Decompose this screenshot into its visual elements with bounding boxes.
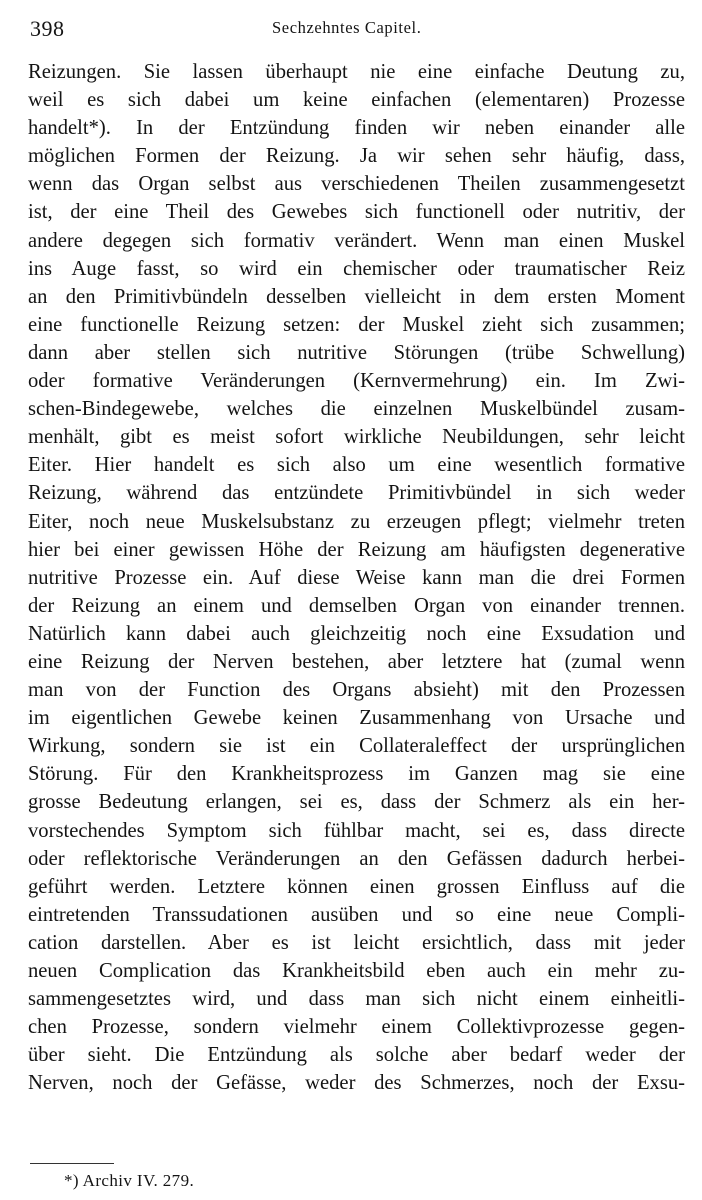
text-line: Natürlich kann dabei auch gleichzeitig noch eine Exsudation und bbox=[28, 622, 685, 645]
text-line: sammengesetztes wird, und dass man sich nicht einem einheitli- bbox=[28, 988, 685, 1011]
text-line: Störung. Für den Krankheitsprozess im Ganzen mag sie eine bbox=[28, 763, 685, 786]
text-line: dann aber stellen sich nutritive Störungen (trübe Schwellung) bbox=[28, 341, 685, 364]
text-line: chen Prozesse, sondern vielmehr einem Collektivprozesse gegen- bbox=[28, 1016, 685, 1039]
text-line: möglichen Formen der Reizung. Ja wir sehen sehr häufig, dass, bbox=[28, 145, 685, 168]
text-line: geführt werden. Letztere können einen grossen Einfluss auf die bbox=[28, 875, 685, 898]
footnote-rule bbox=[30, 1163, 114, 1164]
text-line: menhält, gibt es meist sofort wirkliche Neubildungen, sehr leicht bbox=[28, 426, 685, 449]
page-number: 398 bbox=[30, 16, 65, 41]
text-line: Reizungen. Sie lassen überhaupt nie eine einfache Deutung zu, bbox=[28, 61, 685, 83]
text-line: wenn das Organ selbst aus verschiedenen Theilen zusammengesetzt bbox=[28, 173, 685, 196]
text-line: Nerven, noch der Gefässe, weder des Schmerzes, noch der Exsu- bbox=[28, 1072, 685, 1095]
text-line: handelt*). In der Entzündung finden wir neben einander alle bbox=[28, 117, 685, 140]
text-line: an den Primitivbündeln desselben vielleicht in dem ersten Moment bbox=[28, 285, 685, 308]
text-line: ist, der eine Theil des Gewebes sich functionell oder nutritiv, der bbox=[28, 201, 685, 224]
page-header bbox=[0, 12, 702, 42]
text-line: eine functionelle Reizung setzen: der Muskel zieht sich zusammen; bbox=[28, 313, 685, 336]
text-line: Eiter. Hier handelt es sich also um eine wesentlich formative bbox=[28, 454, 685, 477]
footnote: *) Archiv IV. 279. bbox=[64, 1171, 195, 1190]
text-line: im eigentlichen Gewebe keinen Zusammenhang von Ursache und bbox=[28, 707, 685, 730]
text-line: eintretenden Transsudationen ausüben und so eine neue Compli- bbox=[28, 903, 685, 926]
text-line: man von der Function des Organs absieht) mit den Prozessen bbox=[28, 679, 685, 702]
text-line: vorstechendes Symptom sich fühlbar macht, sei es, dass directe bbox=[28, 819, 685, 842]
text-line: andere degegen sich formativ verändert. Wenn man einen Muskel bbox=[28, 229, 685, 252]
text-line: Wirkung, sondern sie ist ein Collateraleffect der ursprünglichen bbox=[28, 735, 685, 758]
text-line: oder reflektorische Veränderungen an den Gefässen dadurch herbei- bbox=[28, 847, 685, 870]
text-line: neuen Complication das Krankheitsbild eben auch ein mehr zu- bbox=[28, 960, 685, 982]
body-text bbox=[28, 58, 685, 1097]
text-line: der Reizung an einem und demselben Organ von einander trennen. bbox=[28, 594, 685, 617]
text-line: Eiter, noch neue Muskelsubstanz zu erzeugen pflegt; vielmehr treten bbox=[28, 510, 685, 533]
text-line: eine Reizung der Nerven bestehen, aber letztere hat (zumal wenn bbox=[28, 650, 685, 673]
text-line: nutritive Prozesse ein. Auf diese Weise kann man die drei Formen bbox=[28, 566, 685, 589]
text-line: Reizung, während das entzündete Primitivbündel in sich weder bbox=[28, 482, 685, 505]
text-line: über sieht. Die Entzündung als solche aber bedarf weder der bbox=[28, 1044, 685, 1067]
text-line: weil es sich dabei um keine einfachen (elementaren) Prozesse bbox=[28, 89, 685, 112]
text-line: schen-Bindegewebe, welches die einzelnen Muskelbündel zusam- bbox=[28, 398, 685, 421]
running-title: Sechzehntes Capitel. bbox=[272, 18, 422, 37]
text-line: hier bei einer gewissen Höhe der Reizung am häufigsten degenerative bbox=[28, 538, 685, 561]
text-line: cation darstellen. Aber es ist leicht ersichtlich, dass mit jeder bbox=[28, 931, 685, 954]
text-line: grosse Bedeutung erlangen, sei es, dass der Schmerz als ein her- bbox=[28, 791, 685, 814]
text-line: oder formative Veränderungen (Kernvermehrung) ein. Im Zwi- bbox=[28, 370, 685, 393]
text-line: ins Auge fasst, so wird ein chemischer oder traumatischer Reiz bbox=[28, 257, 685, 280]
